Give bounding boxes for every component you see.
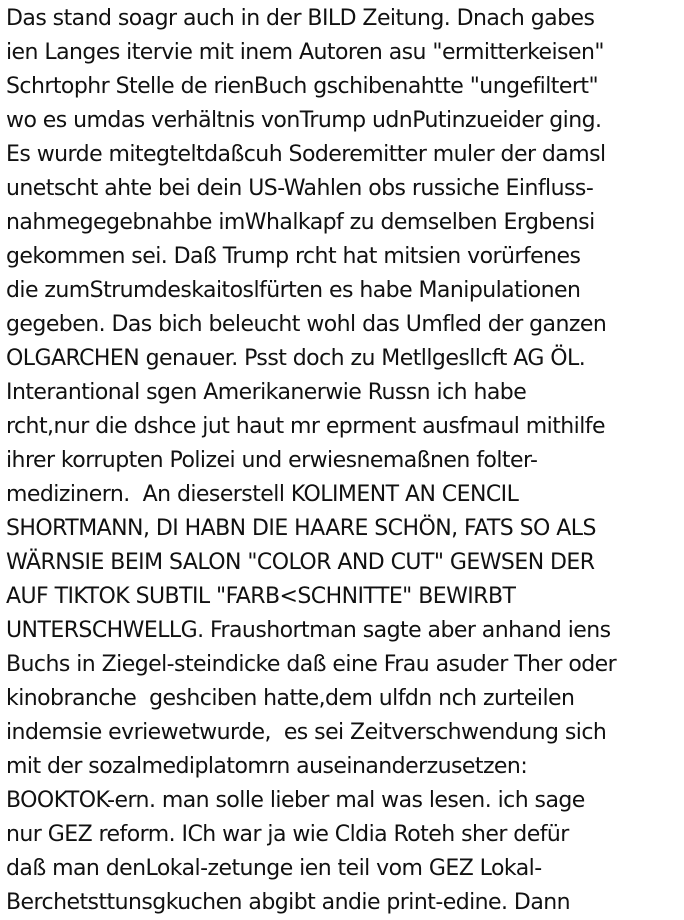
- text-line: kinobranche geshciben hatte,dem ulfdn nch zurteilen: [6, 686, 575, 711]
- text-line: BOOKTOK-ern. man solle lieber mal was lesen. ich sage: [6, 788, 585, 813]
- text-line: nur GEZ reform. ICh war ja wie Cldia Roteh sher defür: [6, 822, 569, 847]
- text-line: Es wurde mitegteltdaßcuh Soderemitter muler der damsl: [6, 142, 606, 167]
- text-line: AUF TIKTOK SUBTIL "FARB<SCHNITTE" BEWIRBT: [6, 584, 516, 609]
- text-line: Berchetsttunsgkuchen abgibt andie print-edine. Dann: [6, 890, 571, 915]
- text-line: die zumStrumdeskaitoslfürten es habe Manipulationen: [6, 278, 581, 303]
- text-line: gegeben. Das bich beleucht wohl das Umfled der ganzen: [6, 312, 607, 337]
- text-line: daß man denLokal-zetunge ien teil vom GEZ Lokal-: [6, 856, 542, 881]
- text-line: wo es umdas verhältnis vonTrump udnPutinzueider ging.: [6, 108, 602, 133]
- text-line: rcht,nur die dshce jut haut mr eprment ausfmaul mithilfe: [6, 414, 605, 439]
- text-line: mit der sozalmediplatomrn auseinanderzusetzen:: [6, 754, 528, 779]
- text-line: SHORTMANN, DI HABN DIE HAARE SCHÖN, FATS SO ALS: [6, 516, 596, 541]
- text-line: OLGARCHEN genauer. Psst doch zu Metllgesllcft AG ÖL.: [6, 346, 586, 371]
- text-line: WÄRNSIE BEIM SALON "COLOR AND CUT" GEWSEN DER: [6, 550, 595, 575]
- text-line: Buchs in Ziegel-steindicke daß eine Frau asuder Ther oder: [6, 652, 617, 677]
- body-text: [6, 2, 682, 920]
- text-line: nahmegegebnahbe imWhalkapf zu demselben Ergbensi: [6, 210, 595, 235]
- text-line: Schrtophr Stelle de rienBuch gschibenahtte "ungefiltert": [6, 74, 599, 99]
- text-line: Interantional sgen Amerikanerwie Russn ich habe: [6, 380, 527, 405]
- text-line: ihrer korrupten Polizei und erwiesnemaßnen folter-: [6, 448, 538, 473]
- text-line: indemsie evriewetwurde, es sei Zeitverschwendung sich: [6, 720, 607, 745]
- text-line: Das stand soagr auch in der BILD Zeitung. Dnach gabes: [6, 6, 595, 31]
- text-line: unetscht ahte bei dein US-Wahlen obs russiche Einfluss-: [6, 176, 594, 201]
- text-line: ien Langes itervie mit inem Autoren asu "ermitterkeisen": [6, 40, 604, 65]
- text-line: UNTERSCHWELLG. Fraushortman sagte aber anhand iens: [6, 618, 611, 643]
- text-line: medizinern. An dieserstell KOLIMENT AN CENCIL: [6, 482, 519, 507]
- text-line: gekommen sei. Daß Trump rcht hat mitsien vorürfenes: [6, 244, 581, 269]
